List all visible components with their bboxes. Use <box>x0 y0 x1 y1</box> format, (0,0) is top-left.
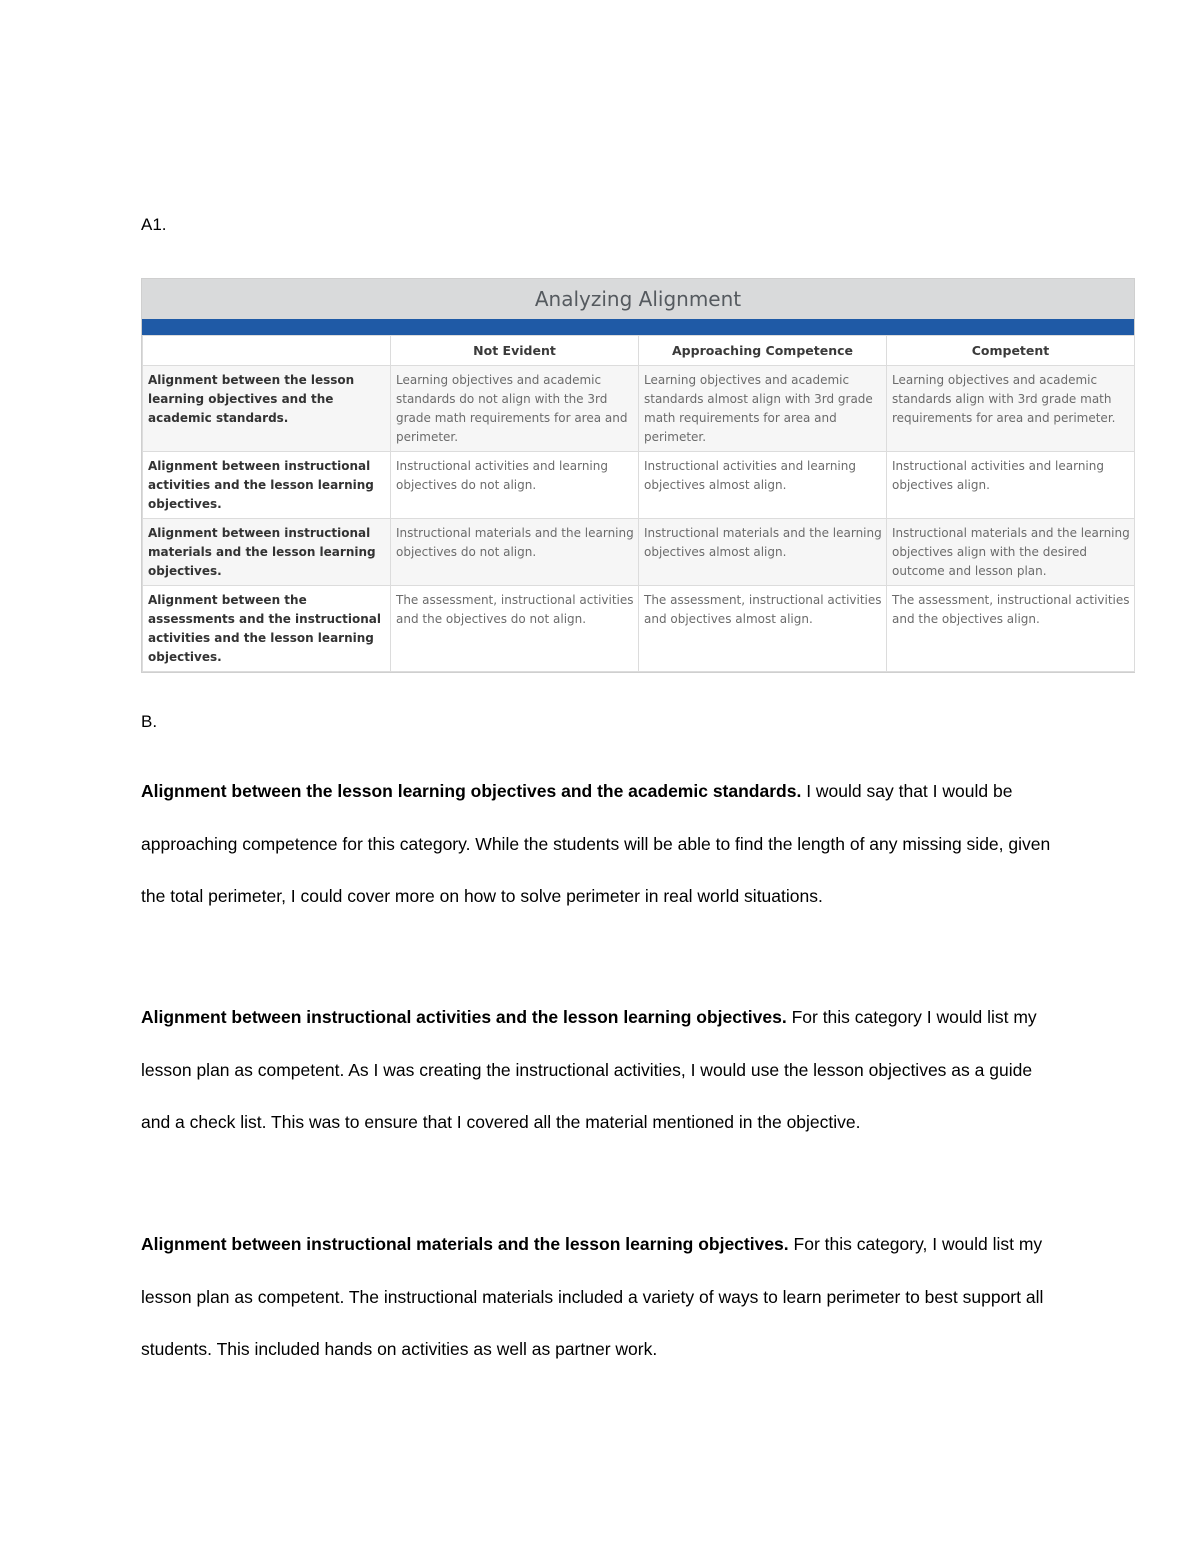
rubric-header-row <box>143 336 1135 366</box>
rubric-criterion: Alignment between the lesson learning objectives and the academic standards. <box>143 366 391 452</box>
rubric-cell-approaching: Instructional materials and the learning objectives almost align. <box>639 519 887 586</box>
paragraph-lead: Alignment between the lesson learning objectives and the academic standards. <box>141 781 802 801</box>
paragraph-body: For this category I would list my lesson plan as competent. As I was creating the instructional activities, I would use the lesson objectives as a guide and a check list. This was to ensure that I covered all the material mentioned in the objective. <box>141 1007 1037 1133</box>
rubric-cell-approaching: Learning objectives and academic standards almost align with 3rd grade math requirements for area and perimeter. <box>639 366 887 452</box>
rubric-cell-not-evident: Instructional materials and the learning objectives do not align. <box>391 519 639 586</box>
rubric-cell-competent: The assessment, instructional activities and the objectives align. <box>887 586 1135 672</box>
rubric-cell-not-evident: Learning objectives and academic standards do not align with the 3rd grade math requirements for area and perimeter. <box>391 366 639 452</box>
rubric-cell-competent: Learning objectives and academic standards align with 3rd grade math requirements for area and perimeter. <box>887 366 1135 452</box>
paragraph-lead: Alignment between instructional activities and the lesson learning objectives. <box>141 1007 787 1027</box>
rubric-header-approaching: Approaching Competence <box>639 336 887 366</box>
rubric-grid <box>142 335 1135 672</box>
rubric-header-criterion <box>143 336 391 366</box>
rubric-cell-competent: Instructional activities and learning objectives align. <box>887 452 1135 519</box>
rubric-row <box>143 452 1135 519</box>
rubric-cell-competent: Instructional materials and the learning objectives align with the desired outcome and lesson plan. <box>887 519 1135 586</box>
paragraph <box>141 1218 1061 1376</box>
rubric-header-competent: Competent <box>887 336 1135 366</box>
section-a1-label: A1. <box>141 215 167 234</box>
rubric-cell-not-evident: The assessment, instructional activities and the objectives do not align. <box>391 586 639 672</box>
rubric-row <box>143 366 1135 452</box>
paragraph <box>141 991 1061 1149</box>
rubric-row <box>143 586 1135 672</box>
section-b-label: B. <box>141 712 158 731</box>
paragraph <box>141 765 1061 923</box>
rubric-criterion: Alignment between instructional activities and the lesson learning objectives. <box>143 452 391 519</box>
paragraph-body: I would say that I would be approaching competence for this category. While the students will be able to find the length of any missing side, given the total perimeter, I could cover more on how to solve perimeter in real world situations. <box>141 781 1051 907</box>
paragraph-body: For this category, I would list my lesson plan as competent. The instructional materials included a variety of ways to learn perimeter to best support all students. This included hands on activities as well as partner work. <box>141 1234 1044 1360</box>
rubric-cell-not-evident: Instructional activities and learning objectives do not align. <box>391 452 639 519</box>
rubric-title-band <box>142 319 1134 335</box>
rubric-header-not-evident: Not Evident <box>391 336 639 366</box>
rubric-cell-approaching: Instructional activities and learning objectives almost align. <box>639 452 887 519</box>
paragraph-lead: Alignment between instructional materials and the lesson learning objectives. <box>141 1234 789 1254</box>
rubric-row <box>143 519 1135 586</box>
rubric-cell-approaching: The assessment, instructional activities and objectives almost align. <box>639 586 887 672</box>
rubric-title: Analyzing Alignment <box>142 279 1134 319</box>
rubric-criterion: Alignment between the assessments and the instructional activities and the lesson learning objectives. <box>143 586 391 672</box>
rubric-table <box>141 278 1135 673</box>
rubric-criterion: Alignment between instructional materials and the lesson learning objectives. <box>143 519 391 586</box>
